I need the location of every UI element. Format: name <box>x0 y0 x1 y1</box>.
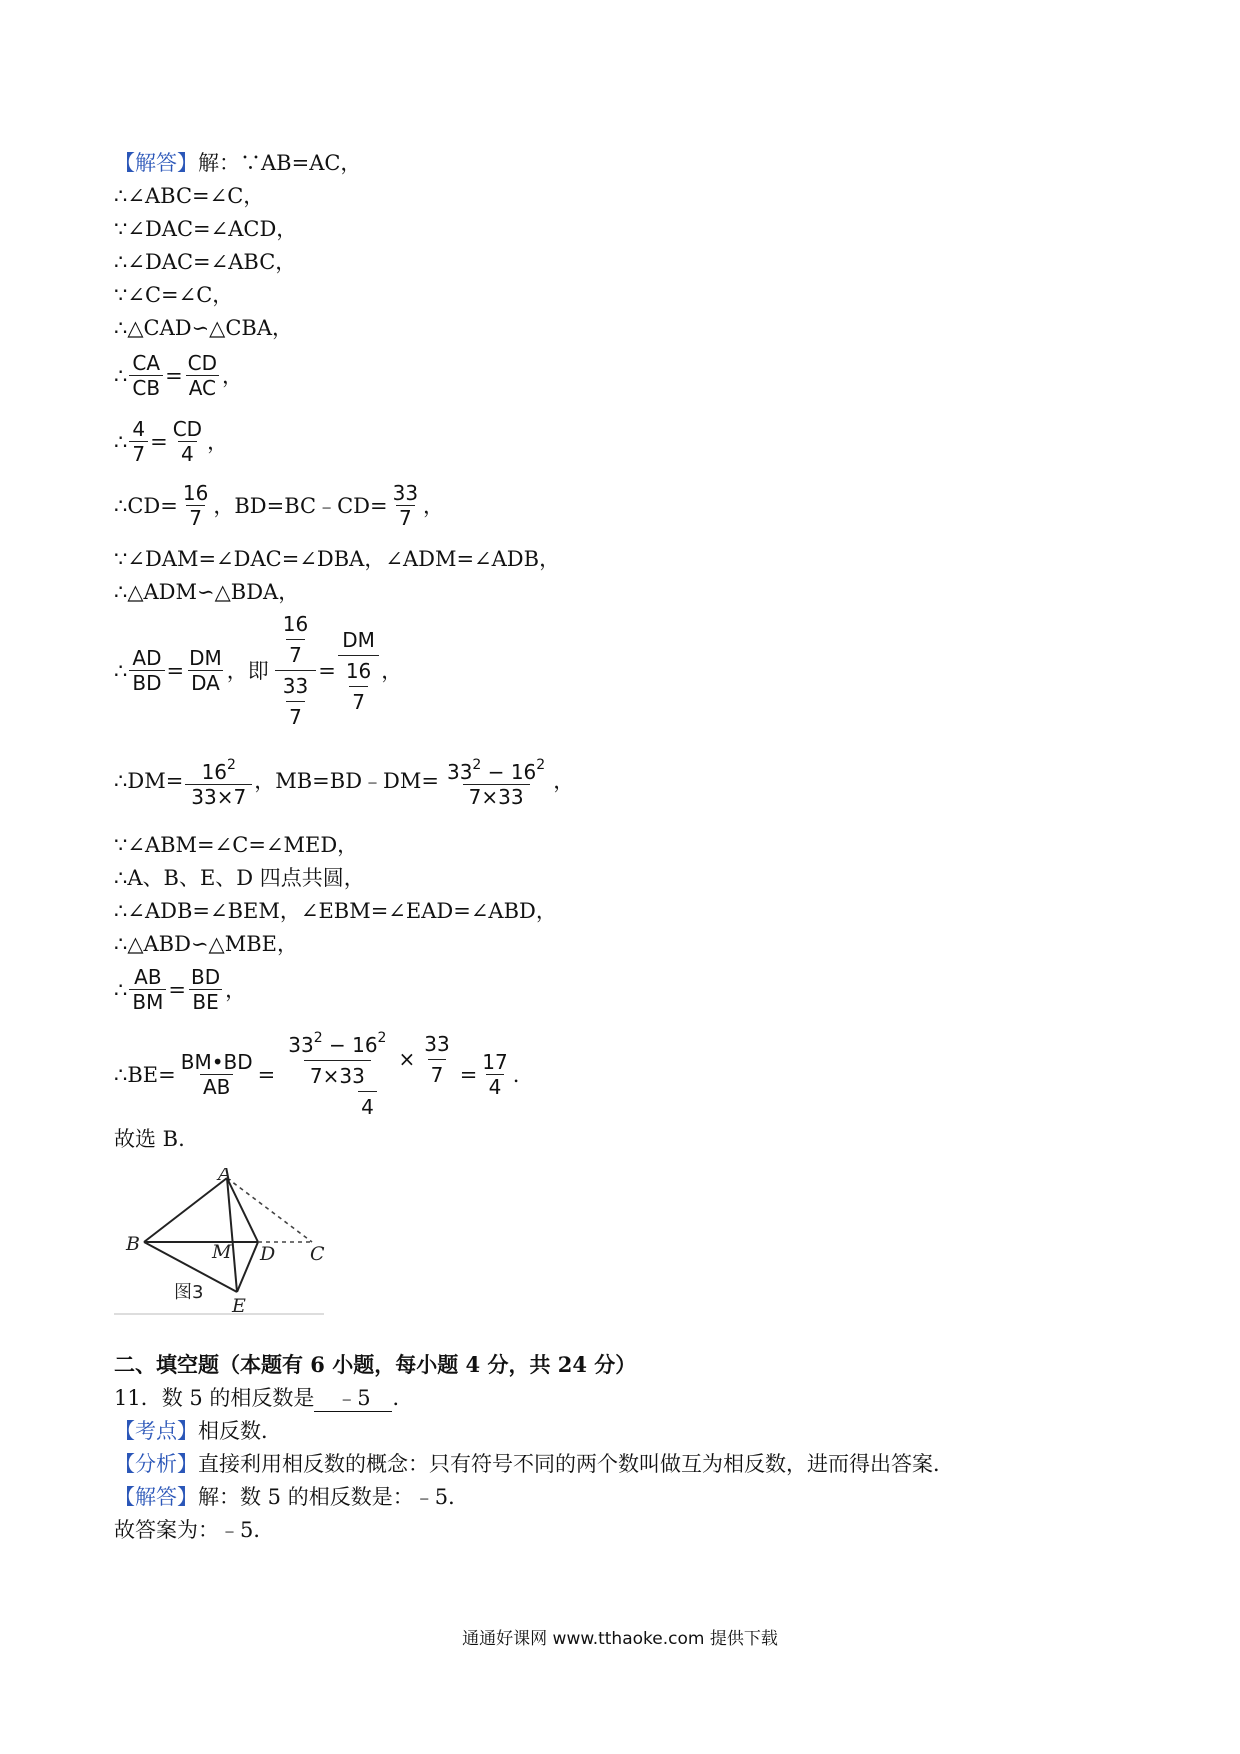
solution-line-10: ∵∠DAM=∠DAC=∠DBA，∠ADM=∠ADB， <box>114 547 561 571</box>
ratio-line-2: ∴ $\frac{4}{7}$ = $\frac{CD}{4}$ ， <box>114 417 229 466</box>
geometry-diagram <box>114 1168 334 1318</box>
figure-caption: 图3 <box>174 1282 204 1303</box>
label-d: D <box>260 1243 276 1265</box>
geometry-figure <box>114 1168 334 1323</box>
question-11: 11．数 5 的相反数是 ﹣5 ． <box>114 1386 414 1410</box>
solution-line-2: ∴∠ABC=∠C， <box>114 184 265 208</box>
fraction: $\frac{16}{7}$ <box>182 481 209 530</box>
solution-line-11: ∴△ADM∽△BDA， <box>114 580 300 604</box>
kaodian-line: 【考点】相反数． <box>114 1419 282 1443</box>
page-footer: 通通好课网 www.tthaoke.com 提供下载 <box>462 1629 778 1649</box>
compound-fraction: $\frac{33^2 - 16^2}{7\times 33}$ × $\frac{33}{7}$ 4 <box>288 1030 450 1119</box>
jieda-line: 【解答】解：数 5 的相反数是：﹣5． <box>114 1485 470 1509</box>
jieda-tag: 【解答】 <box>114 1485 198 1509</box>
compound-fraction: $\frac{\frac{16}{7}}{\frac{33}{7}}$ <box>275 612 316 729</box>
dm-mb-line: ∴DM= $\frac{16^2}{33\times 7}$ ，MB=BD﹣DM= $\frac{33^2 - 16^2}{7\times 33}$ ， <box>114 754 574 808</box>
kaodian-tag: 【考点】 <box>114 1419 198 1443</box>
solution-line-14: ∵∠ABM=∠C=∠MED， <box>114 833 359 857</box>
fraction: $\frac{CA}{CB}$ <box>129 352 163 399</box>
be-line: ∴BE= $\frac{BM•BD}{AB}$ = $\frac{33^2 - 16^2}{7\times 33}$ × $\frac{33}{7}$ 4 = $\frac{17}{4}$ . <box>114 1030 520 1119</box>
cd-bd-line: ∴CD= $\frac{16}{7}$ ，BD=BC﹣CD= $\frac{33}{7}$ ， <box>114 481 445 530</box>
fraction: $\frac{DM}{DA}$ <box>189 646 222 695</box>
fraction: $\frac{CD}{AC}$ <box>187 351 218 400</box>
label-m: M <box>212 1241 232 1263</box>
ratio-line-3: ∴ $\frac{AD}{BD}$ = $\frac{DM}{DA}$ ，即 $\frac{\frac{16}{7}}{\frac{33}{7}}$ = $\frac{DM}{\frac{16}{7}}$ ， <box>114 612 403 729</box>
fraction: $\frac{AD}{BD}$ <box>129 647 164 694</box>
solution-line-5: ∵∠C=∠C， <box>114 283 234 307</box>
label-b: B <box>126 1233 140 1255</box>
fraction: $\frac{33}{7}$ <box>392 481 419 530</box>
fraction: $\frac{AB}{BM}$ <box>129 966 166 1013</box>
label-c: C <box>310 1243 325 1265</box>
solution-line-1: 【解答】解：∵AB=AC， <box>114 151 362 175</box>
solution-line-17: ∴△ABD∽△MBE， <box>114 932 298 956</box>
ratio-line-4: ∴ $\frac{AB}{BM}$ = $\frac{BD}{BE}$ ， <box>114 965 247 1014</box>
ratio-line-1: ∴ $\frac{CA}{CB}$ = $\frac{CD}{AC}$ ， <box>114 351 244 400</box>
solution-line-15: ∴A、B、E、D 四点共圆， <box>114 866 365 890</box>
label-e: E <box>232 1295 246 1317</box>
solution-line-16: ∴∠ADB=∠BEM，∠EBM=∠EAD=∠ABD， <box>114 899 557 923</box>
fenxi-line: 【分析】直接利用相反数的概念：只有符号不同的两个数叫做互为相反数，进而得出答案． <box>114 1452 954 1476</box>
choice-line: 故选 B. <box>114 1127 185 1151</box>
compound-fraction: $\frac{DM}{\frac{16}{7}}$ <box>338 628 379 714</box>
section-heading: 二、填空题（本题有 6 小题，每小题 4 分，共 24 分） <box>114 1352 637 1377</box>
final-answer-line: 故答案为：﹣5． <box>114 1518 275 1542</box>
fraction: $\frac{4}{7}$ <box>129 418 148 465</box>
solution-line-3: ∵∠DAC=∠ACD， <box>114 217 298 241</box>
fraction: $\frac{BD}{BE}$ <box>190 965 221 1014</box>
answer-blank: ﹣5 <box>314 1385 392 1412</box>
answer-tag: 【解答】 <box>114 151 198 175</box>
fraction: $\frac{33^2 - 16^2}{7\times 33}$ <box>446 757 546 809</box>
fraction: $\frac{17}{4}$ <box>482 1050 508 1099</box>
solution-line-6: ∴△CAD∽△CBA， <box>114 316 293 340</box>
solution-line-4: ∴∠DAC=∠ABC， <box>114 250 297 274</box>
fraction: $\frac{BM•BD}{AB}$ <box>180 1050 253 1099</box>
fenxi-tag: 【分析】 <box>114 1452 198 1476</box>
label-a: A <box>218 1168 232 1185</box>
fraction: $\frac{CD}{4}$ <box>172 417 203 466</box>
fraction: $\frac{16^2}{33\times 7}$ <box>185 754 252 808</box>
